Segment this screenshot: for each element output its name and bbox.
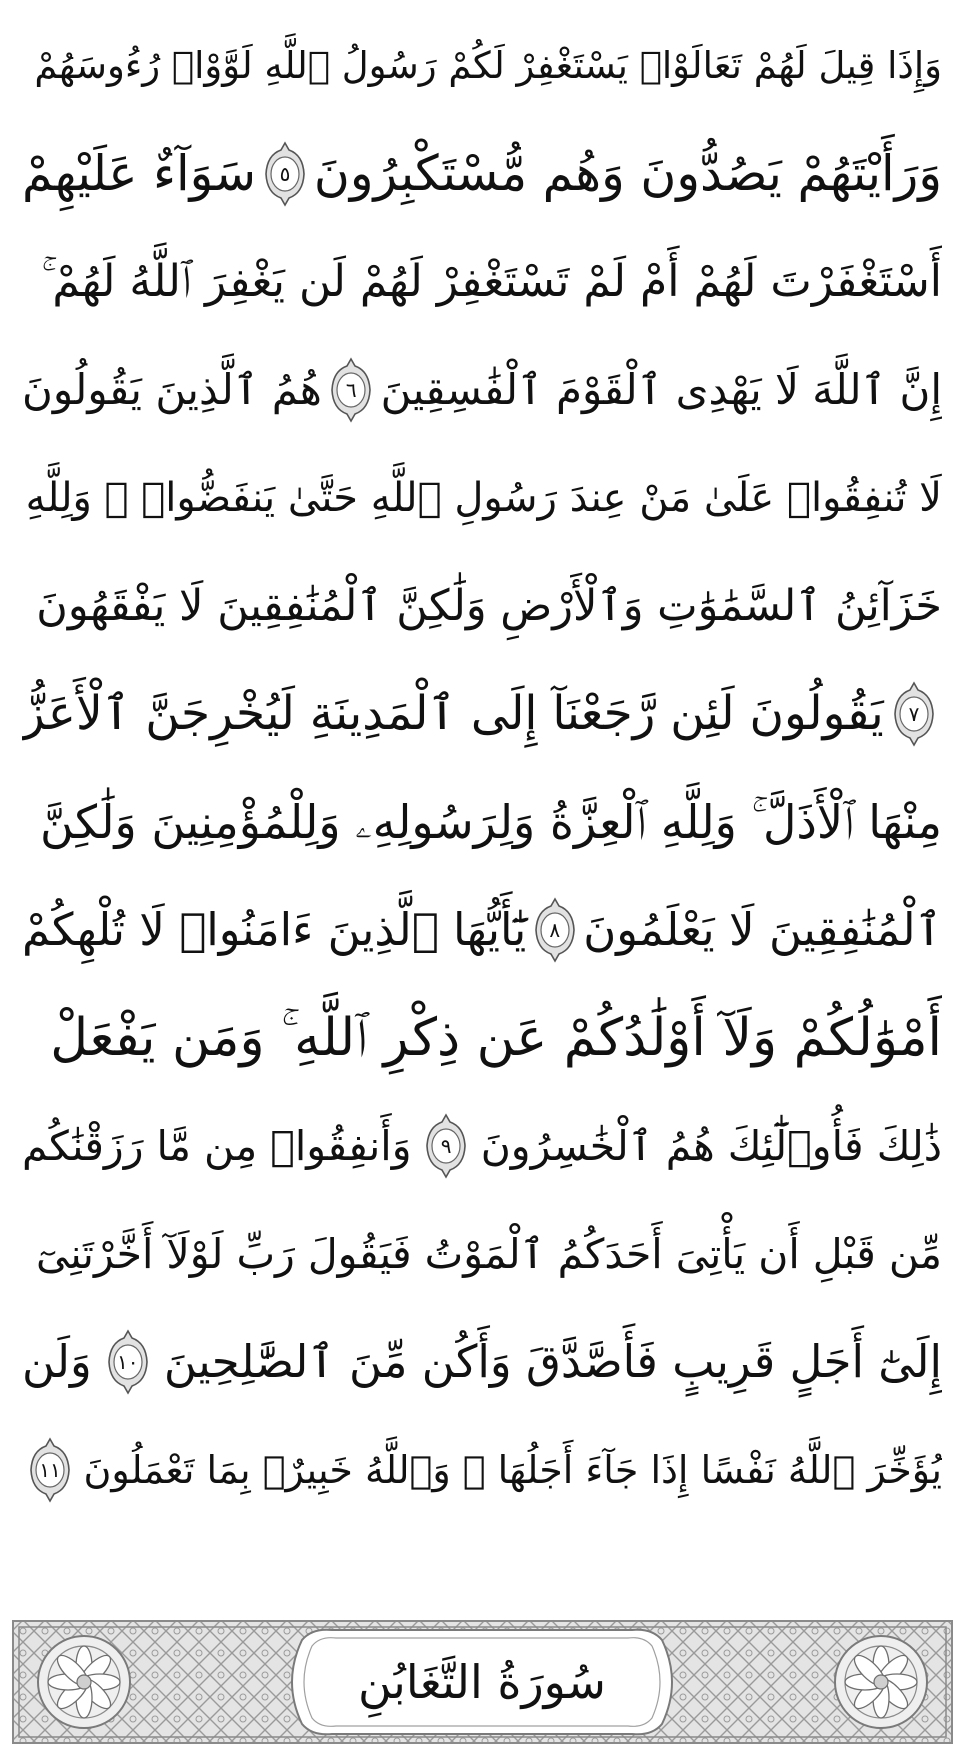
verse-text: هُمُ ٱلَّذِينَ يَقُولُونَ [22, 365, 322, 414]
surah-header-banner [12, 1620, 953, 1744]
verse-line [22, 444, 942, 552]
verse-line [22, 1200, 942, 1308]
ayah-number: ٩ [440, 1134, 452, 1158]
ayah-end-marker-icon [329, 357, 373, 423]
verse-line [22, 660, 942, 768]
verse-text: مِّن قَبْلِ أَن يَأْتِىَ أَحَدَكُمُ ٱلْمَوْتُ فَيَقُولَ رَبِّ لَوْلَآ أَخَّرْتَنِىٓ [36, 1230, 942, 1278]
verse-text: إِنَّ ٱللَّهَ لَا يَهْدِى ٱلْقَوْمَ ٱلْفَٰسِقِينَ [380, 365, 942, 414]
verse-text: أَسْتَغْفَرْتَ لَهُمْ أَمْ لَمْ تَسْتَغْفِرْ لَهُمْ لَن يَغْفِرَ ٱللَّهُ لَهُمْ ۚ [41, 256, 942, 307]
ayah-number: ٨ [549, 918, 561, 942]
ayah-end-marker-icon [263, 141, 307, 207]
verse-text: وَلَن [22, 1335, 92, 1388]
verse-text: ذَٰلِكَ فَأُو۟لَٰٓئِكَ هُمُ ٱلْخَٰسِرُونَ [480, 1122, 942, 1170]
verse-line [22, 1092, 942, 1200]
verse-text: لَا تُنفِقُوا۟ عَلَىٰ مَنْ عِندَ رَسُولِ ٱللَّهِ حَتَّىٰ يَنفَضُّوا۟ ۗ وَلِلَّهِ [25, 475, 942, 521]
verse-text: يُؤَخِّرَ ٱللَّهُ نَفْسًا إِذَا جَآءَ أَجَلُهَا ۚ وَٱللَّهُ خَبِيرٌۢ بِمَا تَعْمَلُونَ [83, 1448, 942, 1492]
ayah-end-marker-icon [106, 1329, 150, 1395]
ayah-number: ٧ [908, 702, 920, 726]
verse-text: خَزَآئِنُ ٱلسَّمَٰوَٰتِ وَٱلْأَرْضِ وَلَٰكِنَّ ٱلْمُنَٰفِقِينَ لَا يَفْقَهُونَ [36, 581, 942, 631]
verse-lines [22, 12, 942, 1524]
verse-text: مِنْهَا ٱلْأَذَلَّ ۚ وَلِلَّهِ ٱلْعِزَّةُ وَلِرَسُولِهِۦ وَلِلْمُؤْمِنِينَ وَلَٰكِنَّ [40, 795, 942, 849]
ayah-end-marker-icon [424, 1113, 468, 1179]
verse-text: وَأَنفِقُوا۟ مِن مَّا رَزَقْنَٰكُم [22, 1122, 412, 1170]
verse-line [22, 552, 942, 660]
verse-line [22, 768, 942, 876]
surah-title: سُورَةُ التَّغَابُنِ [358, 1655, 606, 1709]
verse-text: وَرَأَيْتَهُمْ يَصُدُّونَ وَهُم مُّسْتَكْبِرُونَ [313, 145, 942, 202]
ayah-number: ١٠ [117, 1350, 139, 1374]
ayah-number: ٦ [345, 378, 357, 402]
verse-text: سَوَآءٌ عَلَيْهِمْ [22, 145, 257, 202]
ayah-number: ١١ [39, 1458, 61, 1482]
ayah-end-marker-icon [892, 681, 936, 747]
verse-text: أَمْوَٰلُكُمْ وَلَآ أَوْلَٰدُكُمْ عَن ذِكْرِ ٱللَّهِ ۚ وَمَن يَفْعَلْ [50, 1008, 942, 1068]
verse-line [22, 120, 942, 228]
verse-line [22, 228, 942, 336]
verse-line [22, 1308, 942, 1416]
ayah-end-marker-icon [533, 897, 577, 963]
verse-text: ٱلْمُنَٰفِقِينَ لَا يَعْلَمُونَ [583, 903, 942, 956]
verse-line [22, 876, 942, 984]
verse-text: يَقُولُونَ لَئِن رَّجَعْنَآ إِلَى ٱلْمَدِينَةِ لَيُخْرِجَنَّ ٱلْأَعَزُّ [22, 686, 884, 741]
ayah-end-marker-icon [28, 1437, 72, 1503]
verse-text: يَٰٓأَيُّهَا ٱلَّذِينَ ءَامَنُوا۟ لَا تُلْهِكُمْ [22, 903, 527, 956]
verse-line [22, 336, 942, 444]
verse-text: إِلَىٰٓ أَجَلٍ قَرِيبٍ فَأَصَّدَّقَ وَأَكُن مِّنَ ٱلصَّٰلِحِينَ [163, 1335, 942, 1388]
ayah-number: ٥ [279, 162, 291, 186]
verse-line [22, 1416, 942, 1524]
verse-line [22, 12, 942, 120]
verse-text: وَإِذَا قِيلَ لَهُمْ تَعَالَوْا۟ يَسْتَغْفِرْ لَكُمْ رَسُولُ ٱللَّهِ لَوَّوْا۟ رُءُوسَهُمْ [34, 44, 942, 87]
verse-line [22, 984, 942, 1092]
